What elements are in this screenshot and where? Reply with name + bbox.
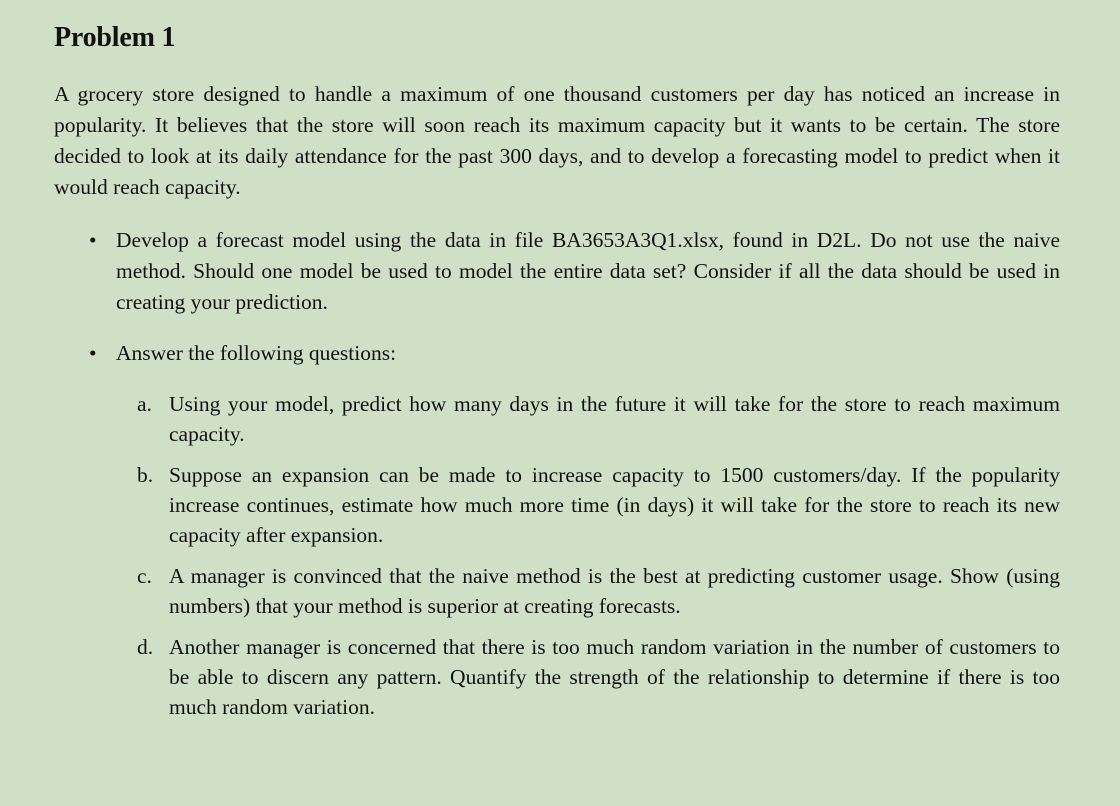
bullet-icon: •: [89, 341, 97, 365]
question-marker: d.: [137, 635, 154, 659]
bullet-text: Answer the following questions:: [116, 341, 397, 365]
question-item-c: [116, 561, 1060, 621]
question-item-b: [116, 460, 1060, 550]
problem-intro-paragraph: A grocery store designed to handle a maximum of one thousand customers per day has noticed an increase in popularity. It believes that the store will soon reach its maximum capacity but it wants to be certain. The store decided to look at its daily attendance for the past 300 days, and to develop a forecasting model to predict when it would reach capacity.: [54, 82, 1060, 199]
question-text: Suppose an expansion can be made to increase capacity to 1500 customers/day. If the popularity increase continues, estimate how much more time (in days) it will take for the store to reach its new capacity after expansion.: [169, 463, 1060, 547]
problem-title: Problem 1: [54, 22, 176, 53]
bullet-item-develop-model: [54, 225, 1060, 318]
question-item-d: [116, 632, 1060, 722]
question-marker: b.: [137, 463, 154, 487]
question-text: A manager is convinced that the naive method is the best at predicting customer usage. Show (using numbers) that your method is superior at creating forecasts.: [169, 564, 1060, 618]
bullet-text: Develop a forecast model using the data in file BA3653A3Q1.xlsx, found in D2L. Do not use the naive method. Should one model be used to model the entire data set? Consider if all the data should be used in creating your prediction.: [116, 228, 1060, 314]
question-marker: a.: [137, 392, 152, 416]
bullet-icon: •: [89, 228, 97, 252]
question-item-a: [116, 389, 1060, 449]
bullet-list: [54, 225, 1060, 722]
question-marker: c.: [137, 564, 152, 588]
question-text: Another manager is concerned that there is too much random variation in the number of customers to be able to discern any pattern. Quantify the strength of the relationship to determine if there is too much random variation.: [169, 635, 1060, 719]
question-text: Using your model, predict how many days in the future it will take for the store to reach maximum capacity.: [169, 392, 1060, 446]
bullet-item-answer-questions: [54, 338, 1060, 722]
question-list: [116, 389, 1060, 722]
